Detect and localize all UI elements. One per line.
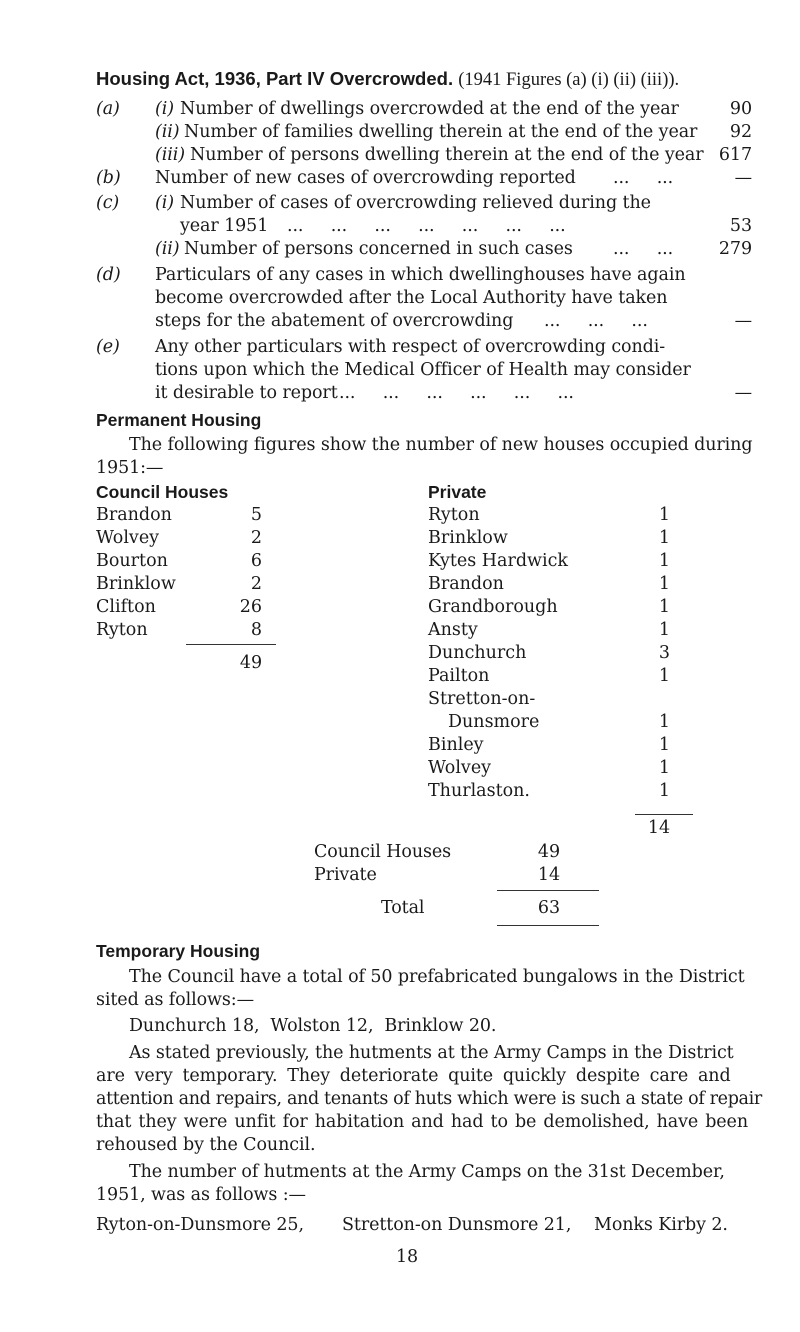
summary-council-value: 49: [537, 842, 560, 862]
page-number: 18: [396, 1247, 419, 1267]
temporary-p3-line4: that they were unfit for habitation and had to be demolished, have been: [96, 1112, 748, 1132]
temporary-p5-stretton: Stretton-on Dunsmore 21,: [342, 1215, 572, 1235]
council-row-name: Bourton: [96, 551, 168, 571]
item-d-label: (d): [96, 265, 121, 285]
item-a-iii-label: (iii): [155, 145, 185, 165]
council-row-value: 8: [250, 620, 262, 640]
item-c-ii-text: Number of persons concerned in such cases: [184, 239, 573, 259]
temporary-p1-line2: sited as follows:—: [96, 990, 255, 1010]
summary-rule-bottom: [497, 925, 599, 926]
private-heading: Private: [428, 482, 487, 502]
temporary-p3-line5: rehoused by the Council.: [96, 1135, 316, 1155]
council-row-value: 5: [250, 505, 262, 525]
item-c-ii-label: (ii): [155, 239, 180, 259]
private-total-value: 14: [647, 818, 670, 838]
council-row-value: 26: [239, 597, 262, 617]
item-d-line2: become overcrowded after the Local Authority have taken: [155, 288, 668, 308]
item-e-line3: it desirable to report: [155, 383, 338, 403]
private-row-value: 1: [658, 574, 670, 594]
item-c-i-text-line1: Number of cases of overcrowding relieved during the: [180, 193, 651, 213]
item-c-label: (c): [96, 193, 120, 213]
summary-total-value: 63: [537, 898, 560, 918]
temporary-p5-ryton: Ryton-on-Dunsmore 25,: [96, 1215, 304, 1235]
item-a-iii-value: 617: [718, 145, 752, 165]
council-row-value: 2: [250, 574, 262, 594]
summary-total-label: Total: [381, 898, 425, 918]
private-row-name: Dunchurch: [428, 643, 527, 663]
council-total-value: 49: [239, 653, 262, 673]
item-c-ii-value: 279: [718, 239, 752, 259]
temporary-housing-heading: Temporary Housing: [96, 941, 261, 961]
private-row-name: Stretton-on-: [428, 689, 536, 709]
private-row-value: 1: [658, 781, 670, 801]
council-row-value: 2: [250, 528, 262, 548]
item-e-value: —: [734, 383, 752, 403]
item-b-text: Number of new cases of overcrowding reported: [155, 168, 576, 188]
item-c-i-label: (i): [155, 193, 174, 213]
temporary-p2: Dunchurch 18, Wolston 12, Brinklow 20.: [129, 1016, 497, 1036]
item-a-i-label: (i): [155, 99, 174, 119]
temporary-p5-monks-kirby: Monks Kirby 2.: [594, 1215, 728, 1235]
item-b-label: (b): [96, 168, 121, 188]
private-row-value: 1: [658, 505, 670, 525]
item-a-ii-label: (ii): [155, 122, 180, 142]
summary-private-value: 14: [537, 865, 560, 885]
permanent-housing-heading: Permanent Housing: [96, 410, 262, 430]
item-e-line1: Any other particulars with respect of overcrowding condi-: [155, 337, 666, 357]
council-row-name: Clifton: [96, 597, 156, 617]
private-row-name: Brinklow: [428, 528, 508, 548]
council-total-rule: [186, 644, 276, 645]
temporary-p3-line3: attention and repairs, and tenants of huts which were is such a state of repair: [96, 1089, 762, 1109]
private-row-value: 3: [658, 643, 670, 663]
private-row-value: 1: [658, 666, 670, 686]
council-row-name: Ryton: [96, 620, 148, 640]
permanent-intro-line2: 1951:—: [96, 458, 164, 478]
item-c-i-value: 53: [729, 216, 752, 236]
private-row-value: 1: [658, 758, 670, 778]
private-row-name: Ansty: [428, 620, 478, 640]
item-c-i-text-line2: year 1951: [180, 216, 269, 236]
summary-private-label: Private: [314, 865, 377, 885]
council-row-name: Brinklow: [96, 574, 176, 594]
private-row-name: Binley: [428, 735, 484, 755]
council-row-name: Brandon: [96, 505, 172, 525]
temporary-p3-line1: As stated previously, the hutments at the Army Camps in the District: [129, 1043, 734, 1063]
private-row-name: Dunsmore: [448, 712, 540, 732]
temporary-p4-line2: 1951, was as follows :—: [96, 1185, 306, 1205]
private-row-value: 1: [658, 712, 670, 732]
council-row-value: 6: [250, 551, 262, 571]
item-b-leader: ... ...: [613, 168, 674, 188]
item-e-label: (e): [96, 337, 120, 357]
private-row-name: Kytes Hardwick: [428, 551, 569, 571]
private-row-value: 1: [658, 735, 670, 755]
item-a-i-text: Number of dwellings overcrowded at the end of the year: [180, 99, 679, 119]
private-row-value: 1: [658, 528, 670, 548]
private-row-name: Pailton: [428, 666, 490, 686]
council-row-name: Wolvey: [96, 528, 160, 548]
private-row-name: Grandborough: [428, 597, 558, 617]
item-e-leader: ... ... ... ... ... ...: [339, 383, 574, 403]
private-row-value: 1: [658, 597, 670, 617]
temporary-p4-line1: The number of hutments at the Army Camps on the 31st December,: [129, 1162, 725, 1182]
item-a-iii-text: Number of persons dwelling therein at the end of the year: [190, 145, 704, 165]
item-a-i-value: 90: [729, 99, 752, 119]
item-d-line1: Particulars of any cases in which dwellinghouses have again: [155, 265, 686, 285]
private-row-name: Thurlaston.: [428, 781, 530, 801]
private-row-value: 1: [658, 620, 670, 640]
private-total-rule: [635, 814, 693, 815]
private-row-name: Ryton: [428, 505, 480, 525]
item-a-ii-text: Number of families dwelling therein at the end of the year: [184, 122, 698, 142]
private-row-name: Wolvey: [428, 758, 492, 778]
temporary-p1-line1: The Council have a total of 50 prefabricated bungalows in the District: [129, 967, 745, 987]
permanent-intro-line1: The following figures show the number of new houses occupied during: [129, 435, 753, 455]
item-a-ii-value: 92: [729, 122, 752, 142]
private-row-name: Brandon: [428, 574, 504, 594]
heading-bold: Housing Act, 1936, Part IV Overcrowded.: [96, 68, 454, 89]
item-d-value: —: [734, 311, 752, 331]
temporary-p3-line2: are very temporary. They deteriorate quite quickly despite care and: [96, 1066, 731, 1086]
item-d-line3: steps for the abatement of overcrowding: [155, 311, 514, 331]
private-row-value: 1: [658, 551, 670, 571]
item-c-ii-leader: ... ...: [613, 239, 674, 259]
item-b-value: —: [734, 168, 752, 188]
item-c-i-leader: ... ... ... ... ... ... ...: [287, 216, 566, 236]
item-a-label: (a): [96, 99, 120, 119]
item-d-leader: ... ... ...: [544, 311, 648, 331]
page-heading: [96, 68, 679, 91]
summary-rule-top: [497, 890, 599, 891]
heading-figures: (1941 Figures (a) (i) (ii) (iii)).: [458, 70, 680, 90]
item-e-line2: tions upon which the Medical Officer of Health may consider: [155, 360, 691, 380]
council-houses-heading: Council Houses: [96, 482, 229, 502]
summary-council-label: Council Houses: [314, 842, 452, 862]
